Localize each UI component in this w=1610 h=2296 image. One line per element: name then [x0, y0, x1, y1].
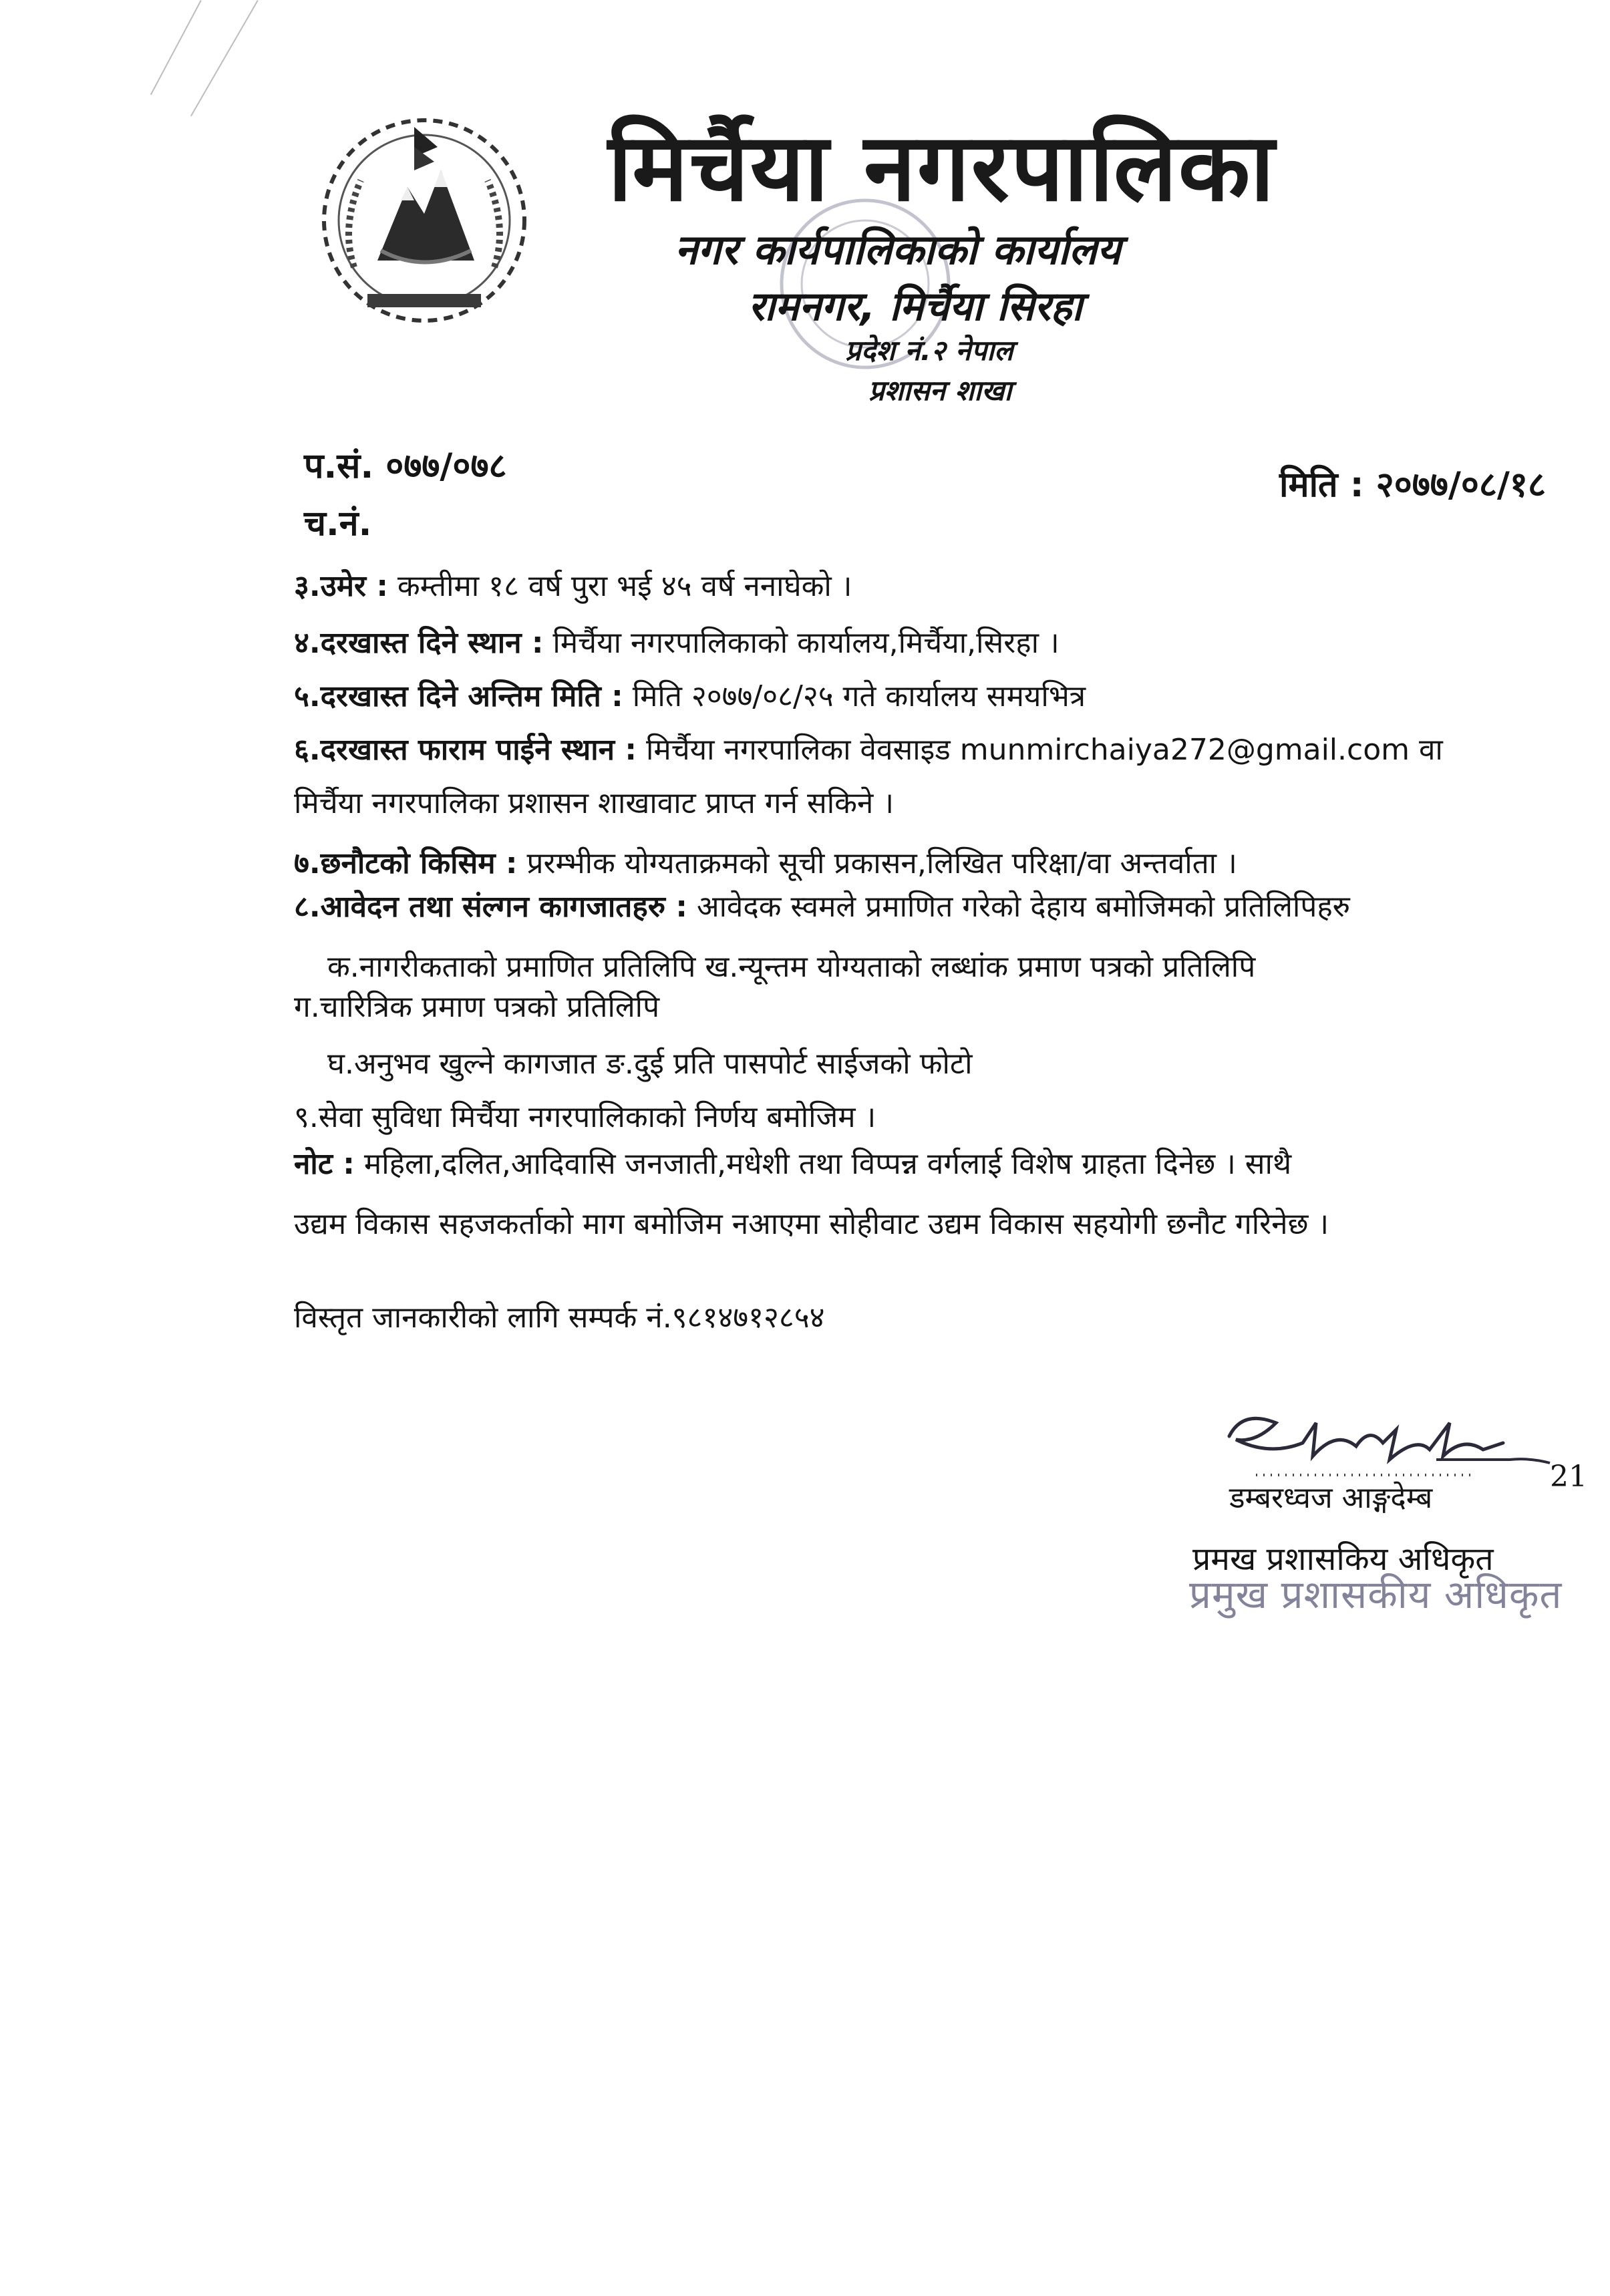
document-list-line — [327, 1042, 972, 1082]
letter-date: मिति : २०७७/०८/१८ — [1279, 465, 1546, 505]
item-label: ६.दरखास्त फाराम पाईने स्थान : — [294, 733, 637, 767]
note-text: महिला,दलित,आदिवासि जनजाती,मधेशी तथा विप्पन्न वर्गलाई विशेष ग्राहता दिनेछ । साथै — [354, 1147, 1292, 1181]
item-form-location — [294, 728, 1443, 768]
organization-name: मिर्चैया नगरपालिका — [608, 114, 1276, 222]
item-documents — [294, 885, 1350, 925]
item-age — [294, 564, 852, 605]
item-application-place — [294, 621, 1060, 661]
item-selection-type — [294, 842, 1237, 882]
item-label: ७.छनौटको किसिम : — [294, 846, 518, 880]
nepal-government-emblem-icon — [314, 107, 534, 327]
item-label: ५.दरखास्त दिने अन्तिम मिति : — [294, 679, 623, 713]
item-text: प्ररम्भीक योग्यताक्रमको सूची प्रकासन,लिखित परिक्षा/वा अन्तर्वाता । — [517, 846, 1237, 880]
document-list-line — [327, 945, 1255, 985]
signer-name: डम्बरध्वज आङ्गदेम्ब — [1229, 1481, 1433, 1515]
province-line: प्रदेश नं.२ नेपाल — [845, 334, 1013, 367]
item-text: घ.अनुभव खुल्ने कागजात ङ.दुई प्रति पासपोर्ट साईजको फोटो — [327, 1047, 973, 1081]
item-text: मिर्चैया नगरपालिकाको कार्यालय,मिर्चैया,सिरहा । — [543, 626, 1060, 660]
reference-number: प.सं. ०७७/०७८ — [304, 446, 507, 486]
document-list-line — [294, 985, 659, 1025]
contact-line: विस्तृत जानकारीको लागि सम्पर्क नं.९८१४७१२८५४ — [294, 1301, 825, 1335]
title-stamp: प्रमुख प्रशासकीय अधिकृत — [1189, 1572, 1563, 1617]
item-label: ८.आवेदन तथा संल्गन कागजातहरु : — [294, 890, 687, 924]
scan-mark — [150, 0, 202, 95]
item-text: मिर्चैया नगरपालिका वेवसाइड munmirchaiya272@gmail.com वा — [637, 733, 1443, 767]
signer-title: प्रमख प्रशासकिय अधिकृत — [1192, 1540, 1494, 1578]
note-label: नोट : — [294, 1147, 355, 1181]
note-line-continued — [294, 1202, 1329, 1243]
item-form-location-continued — [294, 782, 894, 822]
item-label: ३.उमेर : — [294, 569, 388, 603]
signature-date-mark: 21 — [1550, 1460, 1587, 1494]
scan-mark — [190, 0, 259, 116]
note-text: उद्यम विकास सहजकर्ताको माग बमोजिम नआएमा सोहीवाट उद्यम विकास सहयोगी छनौट गरिनेछ । — [294, 1207, 1329, 1241]
office-name: नगर कार्यपालिकाको कार्यालय — [675, 225, 1121, 274]
item-text: ९.सेवा सुविधा मिर्चैया नगरपालिकाको निर्णय बमोजिम । — [294, 1100, 876, 1134]
item-deadline — [294, 675, 1086, 715]
item-text: मिर्चैया नगरपालिका प्रशासन शाखावाट प्राप्त गर्न सकिने । — [294, 786, 894, 820]
item-label: ४.दरखास्त दिने स्थान : — [294, 626, 544, 660]
item-text: क.नागरीकताको प्रमाणित प्रतिलिपि ख.न्यून्तम योग्यताको लब्धांक प्रमाण पत्रको प्रतिलिपि — [327, 950, 1256, 984]
item-facilities — [294, 1096, 876, 1136]
branch-name: प्रशासन शाखा — [868, 374, 1012, 407]
note-line — [294, 1142, 1291, 1182]
item-text: आवेदक स्वमले प्रमाणित गरेको देहाय बमोजिमको प्रतिलिपिहरु — [687, 890, 1350, 924]
item-text: ग.चारित्रिक प्रमाण पत्रको प्रतिलिपि — [294, 990, 660, 1024]
item-text: कम्तीमा १८ वर्ष पुरा भई ४५ वर्ष ननाघेको । — [387, 569, 852, 603]
office-address: रामनगर, मिर्चैया सिरहा — [748, 283, 1083, 330]
dispatch-number: च.नं. — [304, 504, 372, 544]
item-text: मिति २०७७/०८/२५ गते कार्यालय समयभित्र — [623, 679, 1086, 713]
